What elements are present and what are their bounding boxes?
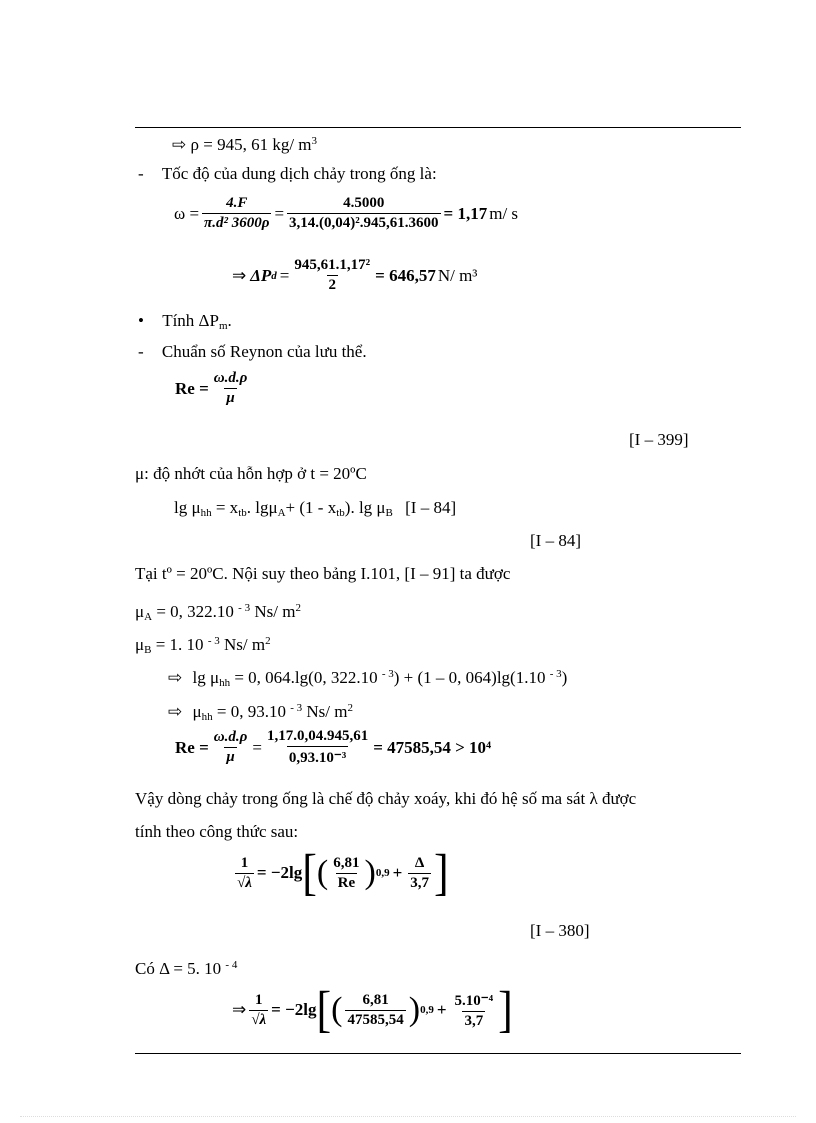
reynolds-heading: - Chuẩn số Reynon của lưu thể. [138,342,367,361]
conclusion-line-2: tính theo công thức sau: [135,822,299,841]
lambda-calc-inner-fraction: $\frac{6,81}{47585,54}$ [347,991,404,1028]
omega-fraction-2: $\frac{4.5000}{\text{3,14.(0,04)².945,61.3600}}$ [289,195,439,231]
header-rule [135,127,741,128]
reynolds-calc-fraction-1: $\frac{\omega.d.\rho}{\mu}$ [213,729,248,765]
omega-fraction-1: $\frac{4.F}{\text{π.d² 3600ρ}}$ [204,195,270,231]
lambda-delta-fraction: $\frac{\Delta}{3,7}$ [410,854,429,891]
omega-equation: ω = $\frac{4.F}{\text{π.d² 3600ρ}}$ = $\frac{4.5000}{\text{3,14.(0,04)².945,61.3600}}$ = 1,17 m/ s [174,195,519,231]
arrow-icon: ⇨ [168,668,183,687]
arrow-icon: ⇒ [232,1000,247,1019]
rho-line: ⇨ ρ = 945, 61 kg/ $m^3$ [172,135,318,154]
lg-mixture-calculation: ⇨ $\lg \mu_{hh} = 0$, 064.lg(0, 322.10 $^{- 3}$) + (1 – 0, 064)lg(1.10 $^{- 3}$) [168,668,568,689]
arrow-icon: ⇨ [168,702,183,721]
footer-rule [135,1053,741,1054]
lambda-calc-lhs-fraction: $\frac{1}{√\lambda}$ [251,991,267,1028]
reynolds-calculation: Re = $\frac{\omega.d.\rho}{\mu}$ = $\frac{1,17.0,04.945,61}{\text{0,93.10⁻³}}$ = 47585,54 > 10⁴ [175,728,492,766]
mu-definition: μ: độ nhớt của hỗn hợp ở t = 20ºC [135,464,367,483]
lg-mixture-formula: $\lg \mu_{hh} = x_{tb}$. $\lg\mu_A+ (1 - x_{tb})$. $\lg \mu_B$ [I – 84] [174,498,457,519]
arrow-icon: ⇒ [232,265,247,285]
reynolds-fraction: $\frac{\omega.d.\rho}{\mu}$ [213,370,248,406]
mu-a-value: $\mu_A = 0$, 322.10 $^{- 3}$ Ns/ $m^2$ [135,602,301,623]
conclusion-line-1: Vậy dòng chảy trong ống là chế độ chảy xoáy, khi đó hệ số ma sát λ được [135,789,637,808]
reference-380: [I – 380] [530,921,590,940]
lambda-calc-delta-fraction: $\frac{\text{5.10⁻⁴}}{3,7}$ [454,992,494,1029]
arrow-icon: ⇨ [172,135,187,154]
reference-399: [I – 399] [629,430,689,449]
reynolds-definition: Re = $\frac{\omega.d.\rho}{\mu}$ [175,370,248,406]
bullet-icon: • [138,311,144,330]
delta-pd-fraction: $\frac{\text{945,61.1,17²}}{2}$ [294,257,371,293]
reference-84: [I – 84] [530,531,581,550]
mu-b-value: $\mu_B = 1$. 10 $^{- 3}$ Ns/ $m^2$ [135,635,271,656]
delta-line: Có Δ = 5. 10 $^{- 4}$ [135,959,238,978]
lambda-lhs-fraction: $\frac{1}{√\lambda}$ [237,854,252,891]
lambda-calculation: ⇒ $\frac{1}{√\lambda}$ = −2lg [ ( $\frac{6,81}{47585,54}$ ) 0,9 + $\frac{\text{5.10⁻⁴}}{3,7}$ ] [232,981,513,1038]
lambda-formula: $\frac{1}{√\lambda}$ = −2lg [ ( $\frac{6,81}{Re}$ ) 0,9 + $\frac{\Delta}{3,7}$ ] [237,844,449,901]
delta-pd-equation: ⇒ ΔP d = $\frac{\text{945,61.1,17²}}{2}$ = 646,57 N/ m³ [232,257,478,293]
page-bottom-dotted-border [20,1116,796,1117]
lambda-inner-fraction: $\frac{6,81}{Re}$ [333,854,360,891]
mu-mixture-value: ⇨ $\mu_{hh} = 0$, 93.10 $^{- 3}$ Ns/ $m^2$ [168,702,353,723]
reynolds-calc-fraction-2: $\frac{1,17.0,04.945,61}{\text{0,93.10⁻³}}$ [266,728,369,766]
velocity-heading: - Tốc độ của dung dịch chảy trong ống là: [138,164,437,183]
interpolation-line: Tại tº = 20ºC. Nội suy theo bảng I.101, [I – 91] ta được [135,564,511,583]
delta-pm-bullet: • Tính $\Delta P_m$. [138,311,232,332]
